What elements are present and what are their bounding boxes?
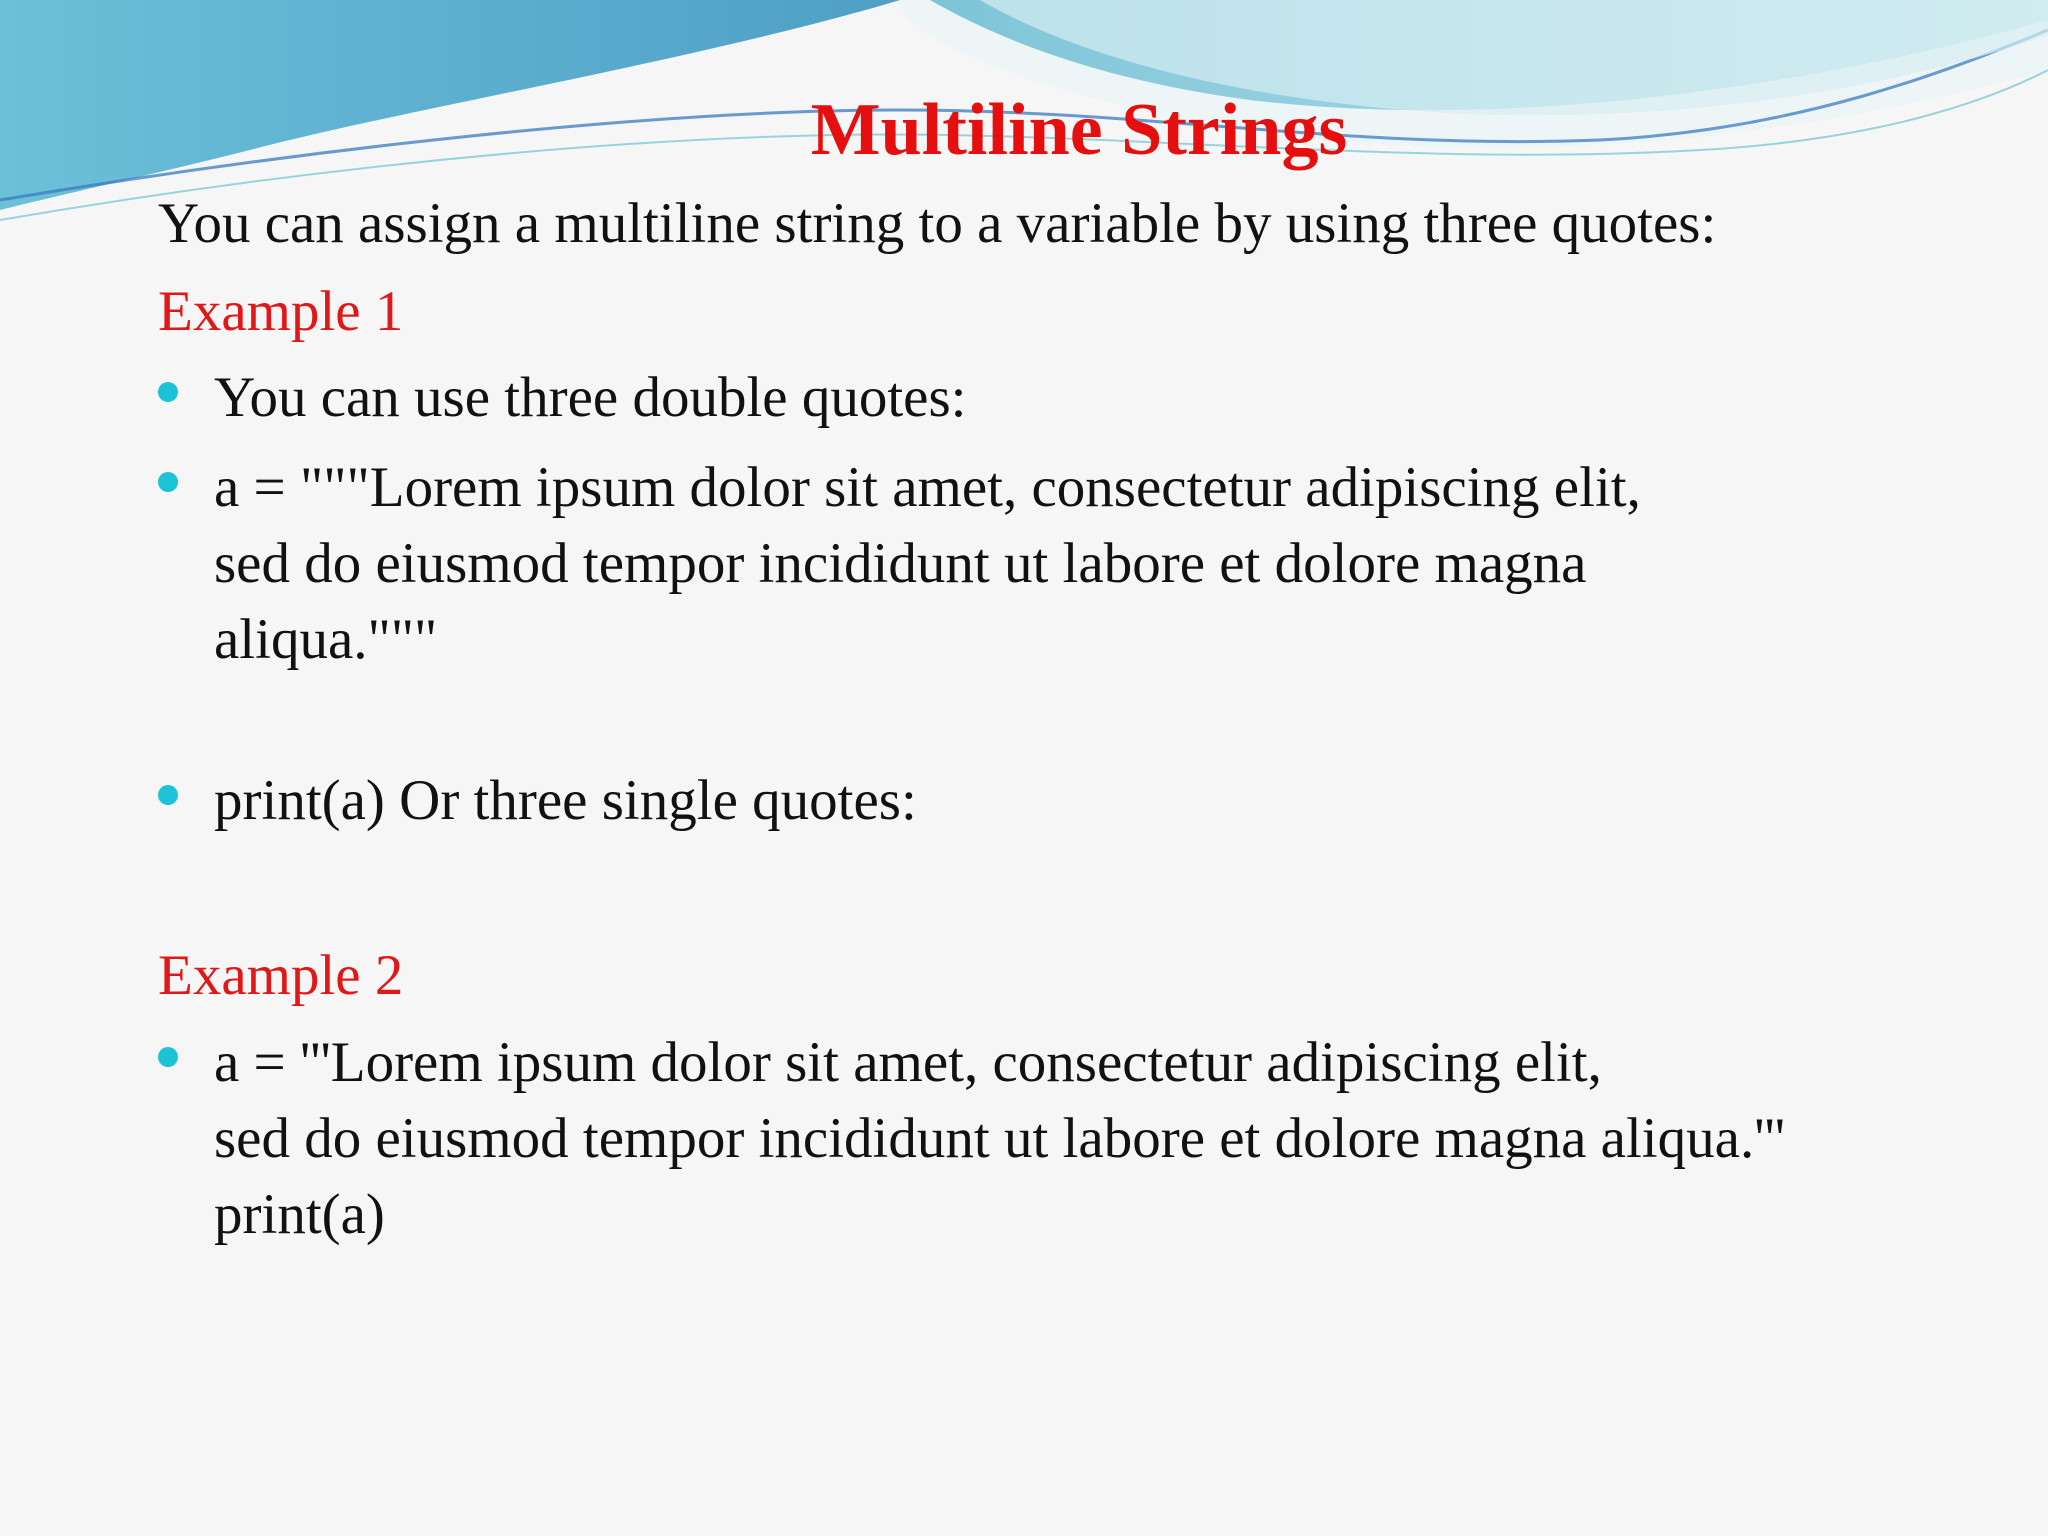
- bullet-line: You can use three double quotes:: [214, 366, 967, 429]
- intro-text: You can assign a multiline string to a variable by using three quotes:: [158, 192, 1717, 255]
- bullet-line: a = '''Lorem ipsum dolor sit amet, consectetur adipiscing elit,: [214, 1031, 1602, 1094]
- bullet-line: a = """Lorem ipsum dolor sit amet, consectetur adipiscing elit,: [214, 456, 1641, 519]
- slide-title: Multiline Strings: [810, 89, 1348, 171]
- example-2-heading: Example 2: [158, 944, 404, 1007]
- bullet-dot-icon: [158, 382, 178, 402]
- bullet-line: sed do eiusmod tempor incididunt ut labore et dolore magna aliqua.''': [214, 1107, 1786, 1170]
- bullet-line: aliqua.""": [214, 608, 438, 671]
- bullet-line: sed do eiusmod tempor incididunt ut labore et dolore magna: [214, 532, 1587, 595]
- bullet-dot-icon: [158, 785, 178, 805]
- example-1-heading: Example 1: [158, 280, 404, 343]
- bullet-dot-icon: [158, 472, 178, 492]
- bullet-dot-icon: [158, 1047, 178, 1067]
- bullet-line: print(a): [214, 1183, 385, 1246]
- bullet-line: print(a) Or three single quotes:: [214, 769, 917, 832]
